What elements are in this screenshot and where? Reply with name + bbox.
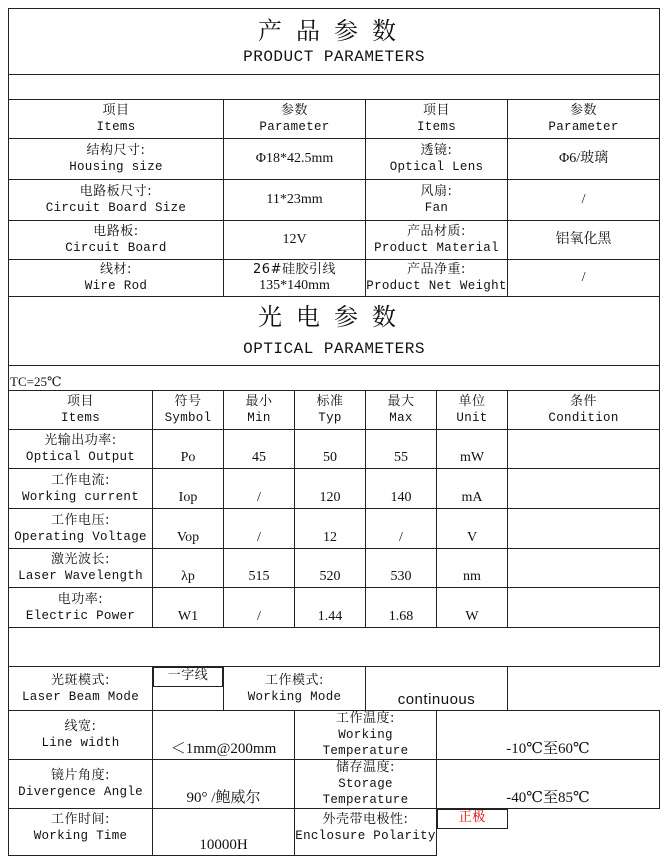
optical-min: / (224, 469, 295, 509)
header-unit: 单位 Unit (437, 391, 508, 430)
product-item-label: 线材: Wire Rod (9, 260, 224, 297)
product-item-label: 结构尺寸: Housing size (9, 139, 224, 180)
product-row (9, 260, 660, 297)
header-items: 项目 Items (9, 391, 153, 430)
optical-row (9, 549, 660, 588)
optical-min: 45 (224, 430, 295, 469)
optical-item: 电功率: Electric Power (9, 588, 153, 628)
product-item-value: / (508, 180, 660, 221)
product-item-value: Φ18*42.5mm (224, 139, 366, 180)
optical-symbol: Po (153, 430, 224, 469)
beam-value: continuous (366, 667, 508, 711)
product-item-label: 电路板: Circuit Board (9, 221, 224, 260)
optical-title-zh: 光电参数 (258, 303, 411, 331)
product-title-row (9, 9, 660, 75)
beam-label: 光斑模式: Laser Beam Mode (9, 667, 153, 711)
beam-label: 工作温度: Working Temperature (295, 711, 437, 760)
optical-max: 1.68 (366, 588, 437, 628)
optical-typ: 12 (295, 509, 366, 549)
header-min: 最小 Min (224, 391, 295, 430)
spec-sheet (8, 8, 659, 856)
optical-condition (508, 469, 660, 509)
optical-typ: 120 (295, 469, 366, 509)
header-typ: 标准 Typ (295, 391, 366, 430)
product-item-label: 风扇: Fan (366, 180, 508, 221)
beam-label: 工作模式: Working Mode (224, 667, 366, 711)
product-item-label: 透镜: Optical Lens (366, 139, 508, 180)
beam-label: 工作时间: Working Time (9, 809, 153, 856)
product-row (9, 221, 660, 260)
optical-condition (508, 509, 660, 549)
optical-row (9, 509, 660, 549)
beam-value: 10000H (153, 809, 295, 856)
optical-item: 工作电流: Working current (9, 469, 153, 509)
optical-min: / (224, 509, 295, 549)
product-item-value: 11*23mm (224, 180, 366, 221)
optical-row (9, 588, 660, 628)
product-header-row (9, 100, 660, 139)
optical-unit: mA (437, 469, 508, 509)
optical-max: 55 (366, 430, 437, 469)
optical-max: / (366, 509, 437, 549)
beam-row (9, 809, 660, 856)
header-parameter-1: 参数 Parameter (224, 100, 366, 139)
optical-item: 工作电压: Operating Voltage (9, 509, 153, 549)
product-item-label: 产品材质: Product Material (366, 221, 508, 260)
tc-row (9, 366, 660, 391)
beam-value: 90° /鲍威尔 (153, 760, 295, 809)
optical-item: 光输出功率: Optical Output (9, 430, 153, 469)
optical-condition (508, 549, 660, 588)
optical-symbol: Vop (153, 509, 224, 549)
beam-value: 一字线 (153, 667, 223, 687)
optical-symbol: W1 (153, 588, 224, 628)
optical-min: / (224, 588, 295, 628)
optical-unit: nm (437, 549, 508, 588)
header-max: 最大 Max (366, 391, 437, 430)
optical-row (9, 430, 660, 469)
product-item-label: 产品净重: Product Net Weight (366, 260, 508, 297)
optical-symbol: Iop (153, 469, 224, 509)
beam-label: 外壳带电极性: Enclosure Polarity (295, 809, 437, 856)
optical-typ: 520 (295, 549, 366, 588)
optical-unit: W (437, 588, 508, 628)
header-items-2: 项目 Items (366, 100, 508, 139)
optical-row (9, 469, 660, 509)
polarity-value: 正极 (437, 809, 508, 829)
spacer-row (9, 628, 660, 667)
optical-title (9, 297, 660, 366)
optical-condition (508, 430, 660, 469)
beam-label: 线宽: Line width (9, 711, 153, 760)
beam-label: 镜片角度: Divergence Angle (9, 760, 153, 809)
optical-unit: V (437, 509, 508, 549)
optical-unit: mW (437, 430, 508, 469)
product-title-en: PRODUCT PARAMETERS (243, 47, 425, 66)
optical-condition (508, 588, 660, 628)
header-parameter-2: 参数 Parameter (508, 100, 660, 139)
tc-label: TC=25℃ (9, 366, 660, 391)
optical-title-row (9, 297, 660, 366)
optical-title-en: OPTICAL PARAMETERS (243, 340, 425, 358)
header-condition: 条件 Condition (508, 391, 660, 430)
beam-value: -40℃至85℃ (437, 760, 660, 809)
beam-value: ＜1mm@200mm (153, 711, 295, 760)
optical-typ: 50 (295, 430, 366, 469)
product-title-zh: 产品参数 (258, 16, 411, 45)
beam-label: 储存温度: Storage Temperature (295, 760, 437, 809)
beam-row (9, 711, 660, 760)
product-item-value: 12V (224, 221, 366, 260)
optical-item: 激光波长: Laser Wavelength (9, 549, 153, 588)
product-item-label: 电路板尺寸: Circuit Board Size (9, 180, 224, 221)
header-symbol: 符号 Symbol (153, 391, 224, 430)
product-item-value: 铝氧化黑 (508, 221, 660, 260)
optical-max: 140 (366, 469, 437, 509)
optical-max: 530 (366, 549, 437, 588)
product-item-value: 26#硅胶引线 135*140mm (224, 260, 366, 297)
optical-symbol: λp (153, 549, 224, 588)
product-row (9, 180, 660, 221)
product-item-value: / (508, 260, 660, 297)
product-row (9, 139, 660, 180)
beam-row (9, 667, 660, 711)
spec-table (8, 8, 660, 856)
spacer-row (9, 75, 660, 100)
product-title (9, 9, 660, 75)
optical-min: 515 (224, 549, 295, 588)
beam-value: -10℃至60℃ (437, 711, 660, 760)
optical-header-row (9, 391, 660, 430)
beam-row (9, 760, 660, 809)
header-items-1: 项目 Items (9, 100, 224, 139)
optical-typ: 1.44 (295, 588, 366, 628)
product-item-value: Φ6/玻璃 (508, 139, 660, 180)
